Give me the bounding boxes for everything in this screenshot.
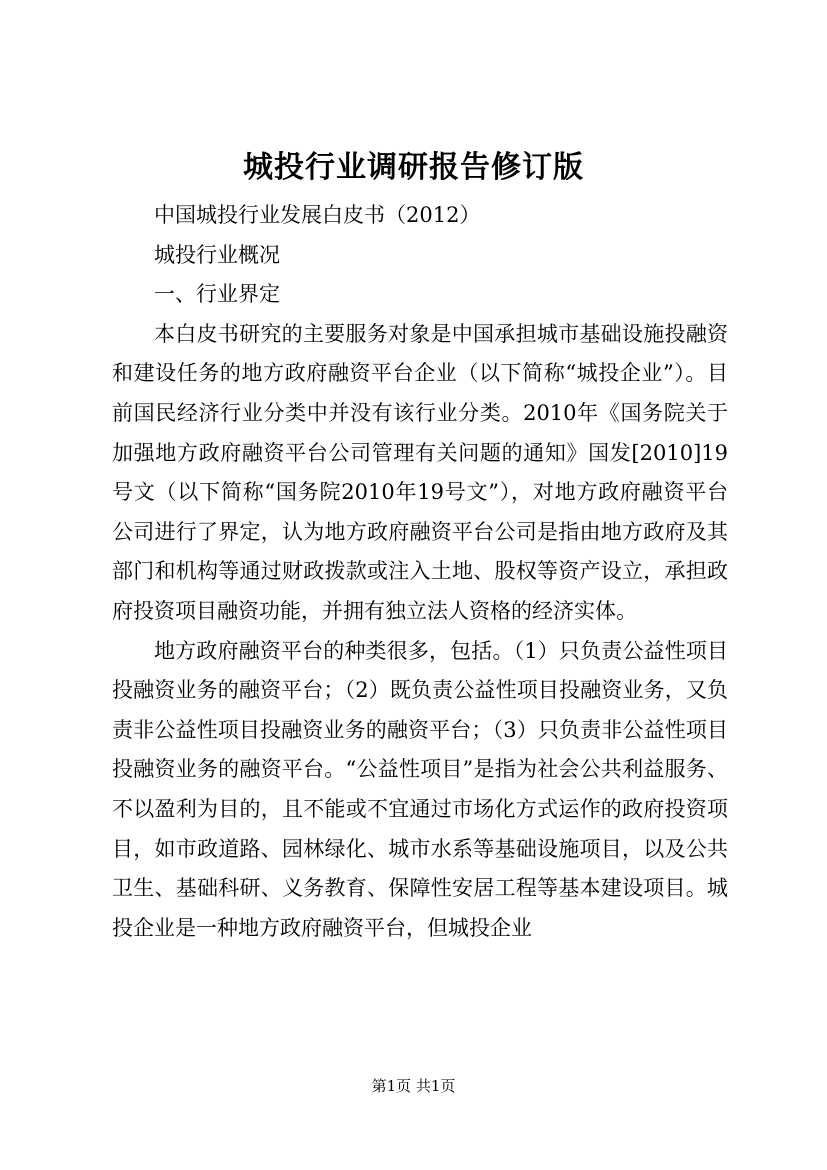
body-paragraph-1: 本白皮书研究的主要服务对象是中国承担城市基础设施投融资和建设任务的地方政府融资平台企业（以下简称“城投企业”）。目前国民经济行业分类中并没有该行业分类。2010年《国务院关于加强地方政府融资平台公司管理有关问题的通知》国发[2010]19号文（以下简称“国务院2010年19号文”），对地方政府融资平台公司进行了界定，认为地方政府融资平台公司是指由地方政府及其部门和机构等通过财政拨款或注入土地、股权等资产设立，承担政府投资项目融资功能，并拥有独立法人资格的经济实体。 [112,321,728,623]
section-heading: 城投行业概况 [154,242,280,267]
page-footer: 第1页 共1页 [371,1077,456,1095]
body-paragraph-2: 地方政府融资平台的种类很多，包括。（1）只负责公益性项目投融资业务的融资平台；（2）既负责公益性项目投融资业务，又负责非公益性项目投融资业务的融资平台；（3）只负责非公益性项目投融资业务的融资平台。“公益性项目”是指为社会公共利益服务、不以盈利为目的，且不能或不宜通过市场化方式运作的政府投资项目，如市政道路、园林绿化、城市水系等基础设施项目，以及公共卫生、基础科研、义务教育、保障性安居工程等基本建设项目。城投企业是一种地方政府融资平台，但城投企业 [112,638,728,940]
document-title: 城投行业调研报告修订版 [243,150,584,185]
subtitle-line: 中国城投行业发展白皮书（2012） [154,203,481,227]
subsection-heading: 一、行业界定 [154,282,280,307]
document-body [112,196,728,948]
